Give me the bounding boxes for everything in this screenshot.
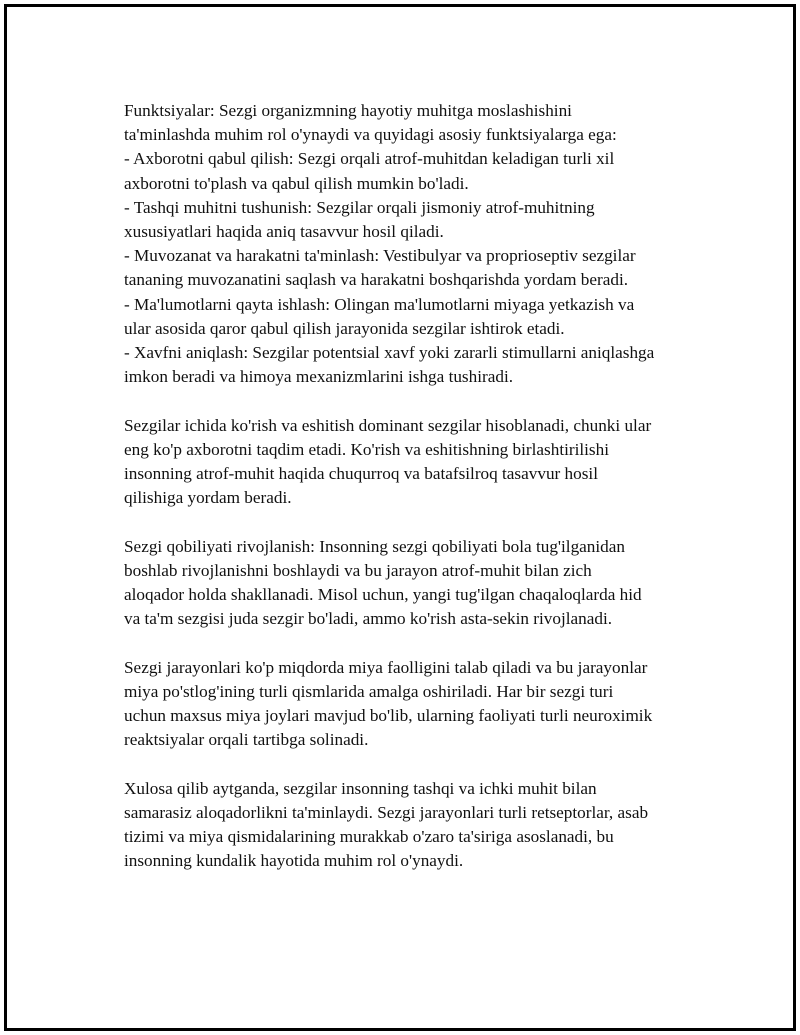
text-line: - Xavfni aniqlash: Sezgilar potentsial xavf yoki zararli stimullarni aniqlashga bbox=[124, 343, 655, 363]
text-line: uchun maxsus miya joylari mavjud bo'lib, ularning faoliyati turli neuroximik bbox=[124, 706, 653, 726]
text-line: miya po'stlog'ining turli qismlarida amalga oshiriladi. Har bir sezgi turi bbox=[124, 681, 614, 701]
paragraph bbox=[124, 777, 724, 874]
text-line: qilishiga yordam beradi. bbox=[124, 488, 292, 508]
text-line: - Ma'lumotlarni qayta ishlash: Olingan ma'lumotlarni miyaga yetkazish va bbox=[124, 294, 635, 314]
paragraph bbox=[124, 535, 724, 632]
text-line: aloqador holda shakllanadi. Misol uchun, yangi tug'ilgan chaqaloqlarda hid bbox=[124, 585, 642, 605]
text-line: imkon beradi va himoya mexanizmlarini ishga tushiradi. bbox=[124, 367, 514, 387]
text-line: xususiyatlari haqida aniq tasavvur hosil qiladi. bbox=[124, 222, 444, 242]
text-line: axborotni to'plash va qabul qilish mumkin bo'ladi. bbox=[124, 173, 469, 193]
text-line: Sezgi qobiliyati rivojlanish: Insonning sezgi qobiliyati bola tug'ilganidan bbox=[124, 536, 625, 556]
text-line: Sezgilar ichida ko'rish va eshitish dominant sezgilar hisoblanadi, chunki ular bbox=[124, 415, 652, 435]
text-line: Sezgi jarayonlari ko'p miqdorda miya faolligini talab qiladi va bu jarayonlar bbox=[124, 657, 648, 677]
text-line: insonning atrof-muhit haqida chuqurroq va batafsilroq tasavvur hosil bbox=[124, 464, 598, 484]
text-line: tizimi va miya qismidalarining murakkab o'zaro ta'siriga asoslanadi, bu bbox=[124, 827, 614, 847]
text-line: Funktsiyalar: Sezgi organizmning hayotiy muhitga moslashishini bbox=[124, 101, 572, 120]
paragraph bbox=[124, 656, 724, 753]
text-line: - Tashqi muhitni tushunish: Sezgilar orqali jismoniy atrof-muhitning bbox=[124, 197, 595, 217]
text-line: ta'minlashda muhim rol o'ynaydi va quyidagi asosiy funktsiyalarga ega: bbox=[124, 125, 617, 145]
page-frame bbox=[4, 4, 796, 1031]
text-line: boshlab rivojlanishni boshlaydi va bu jarayon atrof-muhit bilan zich bbox=[124, 560, 592, 580]
paragraph bbox=[124, 414, 724, 511]
text-line: va ta'm sezgisi juda sezgir bo'ladi, ammo ko'rish asta-sekin rivojlanadi. bbox=[124, 609, 613, 629]
text-line: reaktsiyalar orqali tartibga solinadi. bbox=[124, 730, 369, 750]
text-line: eng ko'p axborotni taqdim etadi. Ko'rish va eshitishning birlashtirilishi bbox=[124, 439, 609, 459]
text-line: ular asosida qaror qabul qilish jarayonida sezgilar ishtirok etadi. bbox=[124, 318, 565, 338]
document-body bbox=[124, 99, 724, 898]
text-line: tananing muvozanatini saqlash va harakatni boshqarishda yordam beradi. bbox=[124, 270, 629, 290]
text-line: - Muvozanat va harakatni ta'minlash: Vestibulyar va proprioseptiv sezgilar bbox=[124, 246, 636, 266]
text-line: insonning kundalik hayotida muhim rol o'ynaydi. bbox=[124, 851, 464, 871]
paragraph bbox=[124, 99, 724, 389]
text-line: - Axborotni qabul qilish: Sezgi orqali atrof-muhitdan keladigan turli xil bbox=[124, 149, 615, 169]
text-line: Xulosa qilib aytganda, sezgilar insonning tashqi va ichki muhit bilan bbox=[124, 778, 597, 798]
text-line: samarasiz aloqadorlikni ta'minlaydi. Sezgi jarayonlari turli retseptorlar, asab bbox=[124, 802, 649, 822]
